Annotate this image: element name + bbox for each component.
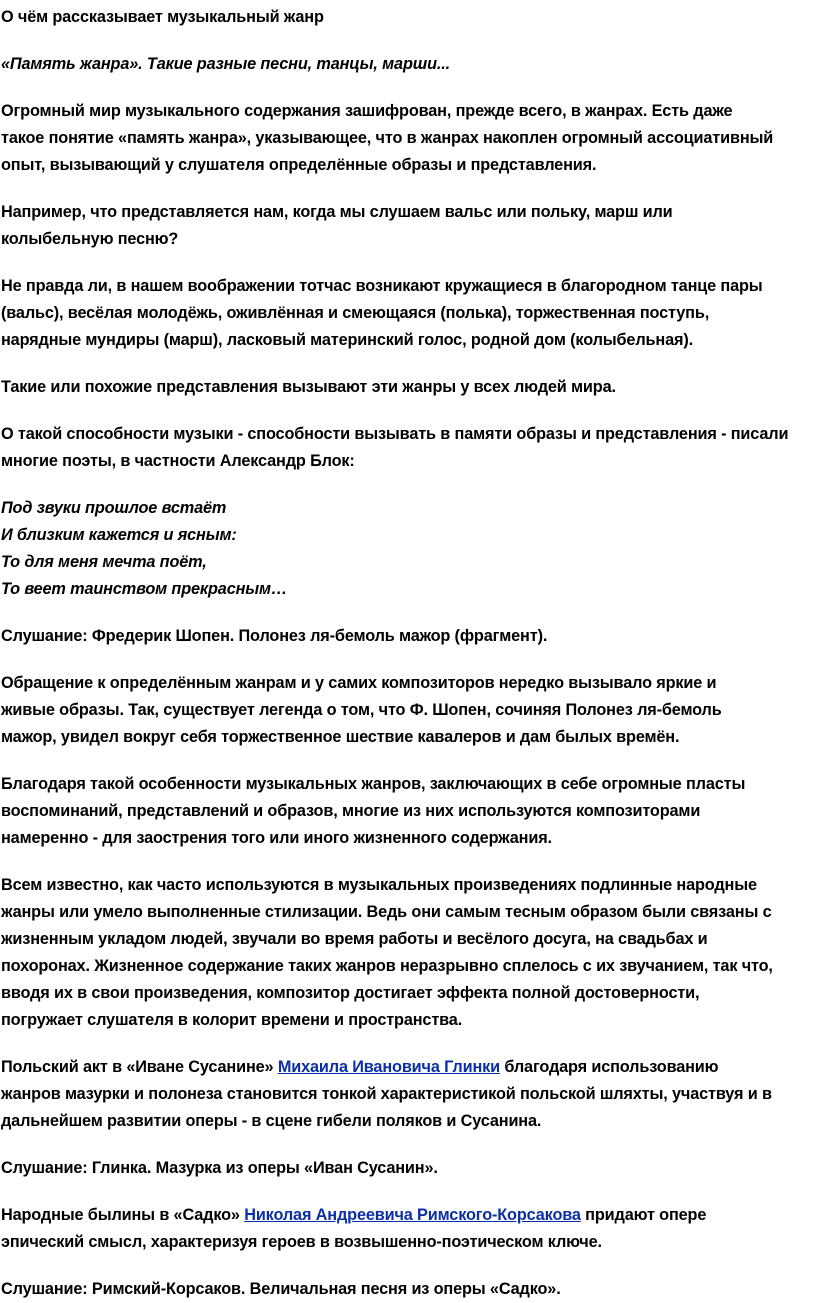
listening-glinka: Слушание: Глинка. Мазурка из оперы «Иван Сусанин».: [1, 1159, 438, 1177]
document-subtitle: «Память жанра». Такие разные песни, танцы, марши...: [1, 55, 450, 73]
paragraph-3: [0, 273, 816, 354]
paragraph-7: [0, 771, 816, 852]
paragraph-5: [0, 421, 816, 475]
text-line: похоронах. Жизненное содержание таких жанров неразрывно сплелось с их звучанием, так что,: [1, 957, 773, 975]
poem-line: То веет таинством прекрасным…: [1, 580, 288, 598]
poem-line: То для меня мечта поёт,: [1, 553, 207, 571]
text-line: погружает слушателя в колорит времени и пространства.: [1, 1011, 463, 1029]
text-line: Не правда ли, в нашем воображении тотчас возникают кружащиеся в благородном танце пары: [1, 277, 763, 295]
text-line: живые образы. Так, существует легенда о том, что Ф. Шопен, сочиняя Полонез ля-бемоль: [1, 701, 722, 719]
text-line: такое понятие «память жанра», указывающее, что в жанрах накоплен огромный ассоциативный: [1, 129, 774, 147]
glinka-link[interactable]: Михаила Ивановича Глинки: [277, 1058, 500, 1076]
text-line: Благодаря такой особенности музыкальных жанров, заключающих в себе огромные пласты: [1, 775, 746, 793]
text-span: благодаря использованию: [499, 1058, 719, 1076]
paragraph-10: [0, 1202, 816, 1256]
text-span: Народные былины в «Садко»: [1, 1206, 245, 1224]
text-line: эпический смысл, характеризуя героев в возвышенно-поэтическом ключе.: [1, 1233, 602, 1251]
text-line: (вальс), весёлая молодёжь, оживлённая и смеющаяся (полька), торжественная поступь,: [1, 304, 710, 322]
document-title: О чём рассказывает музыкальный жанр: [1, 8, 324, 26]
text-line: О такой способности музыки - способности вызывать в памяти образы и представления - писали: [1, 425, 789, 443]
paragraph-1: [0, 98, 816, 179]
paragraph-6: [0, 670, 816, 751]
text-line: Всем известно, как часто используются в музыкальных произведениях подлинные народные: [1, 876, 757, 894]
text-line: колыбельную песню?: [1, 230, 179, 248]
text-line: жанров мазурки и полонеза становится тонкой характеристикой польской шляхты, участвуя и в: [1, 1085, 772, 1103]
text-line: жизненным укладом людей, звучали во время работы и весёлого досуга, на свадьбах и: [1, 930, 708, 948]
text-span: придают опере: [580, 1206, 707, 1224]
paragraph-9: [0, 1054, 816, 1135]
text-line: нарядные мундиры (марш), ласковый материнский голос, родной дом (колыбельная).: [1, 331, 693, 349]
text-line: [0, 1054, 816, 1081]
rimsky-korsakov-link[interactable]: Николая Андреевича Римского-Корсакова: [244, 1206, 581, 1224]
listening-rimsky-korsakov: Слушание: Римский-Корсаков. Величальная песня из оперы «Садко».: [1, 1280, 561, 1298]
text-line: опыт, вызывающий у слушателя определённые образы и представления.: [1, 156, 597, 174]
text-line: намеренно - для заострения того или иного жизненного содержания.: [1, 829, 552, 847]
text-span: Польский акт в «Иване Сусанине»: [1, 1058, 278, 1076]
paragraph-4: Такие или похожие представления вызывают эти жанры у всех людей мира.: [1, 378, 616, 396]
text-line: мажор, увидел вокруг себя торжественное шествие кавалеров и дам былых времён.: [1, 728, 680, 746]
text-line: многие поэты, в частности Александр Блок:: [1, 452, 355, 470]
listening-chopin: Слушание: Фредерик Шопен. Полонез ля-бемоль мажор (фрагмент).: [1, 627, 548, 645]
text-line: воспоминаний, представлений и образов, многие из них используются композиторами: [1, 802, 701, 820]
poem-line: Под звуки прошлое встаёт: [1, 499, 227, 517]
poem-line: И близким кажется и ясным:: [1, 526, 237, 544]
paragraph-8: [0, 872, 816, 1034]
text-line: Огромный мир музыкального содержания зашифрован, прежде всего, в жанрах. Есть даже: [1, 102, 733, 120]
text-line: жанры или умело выполненные стилизации. Ведь они самым тесным образом были связаны с: [1, 903, 772, 921]
text-line: Обращение к определённым жанрам и у самих композиторов нередко вызывало яркие и: [1, 674, 717, 692]
paragraph-2: [0, 199, 816, 253]
text-line: Например, что представляется нам, когда мы слушаем вальс или польку, марш или: [1, 203, 673, 221]
text-line: вводя их в свои произведения, композитор достигает эффекта полной достоверности,: [1, 984, 700, 1002]
poem-quote: [0, 495, 816, 603]
text-line: дальнейшем развитии оперы - в сцене гибели поляков и Сусанина.: [1, 1112, 542, 1130]
text-line: [0, 1202, 816, 1229]
